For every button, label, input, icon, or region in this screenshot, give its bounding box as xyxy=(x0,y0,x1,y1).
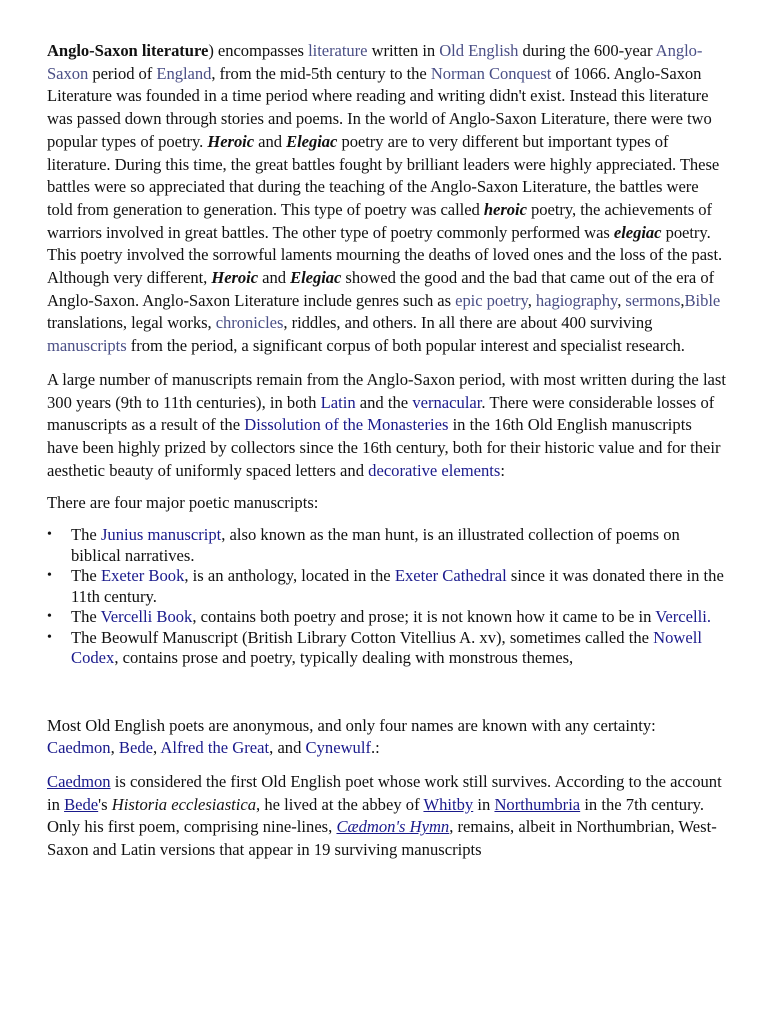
link-cynewulf[interactable]: Cynewulf xyxy=(305,738,371,758)
emph-heroic-lower: heroic xyxy=(483,199,527,219)
link-england[interactable]: England xyxy=(156,63,212,83)
link-exeter-book[interactable]: Exeter Book xyxy=(100,566,185,586)
emph-elegiac: Elegiac xyxy=(286,131,338,151)
link-anglo-saxon[interactable]: Anglo-Saxon xyxy=(47,41,703,83)
link-bible[interactable]: Bible xyxy=(684,290,721,310)
link-alfred-the-great[interactable]: Alfred the Great xyxy=(160,738,270,758)
link-old-english[interactable]: Old English xyxy=(439,41,519,60)
document-page xyxy=(47,40,727,862)
link-epic-poetry[interactable]: epic poetry xyxy=(455,290,528,310)
link-vercelli-book[interactable]: Vercelli Book xyxy=(100,607,193,627)
emph-heroic: Heroic xyxy=(207,131,255,151)
link-exeter-cathedral[interactable]: Exeter Cathedral xyxy=(394,566,507,586)
heading-term: Anglo-Saxon literature xyxy=(47,41,209,60)
link-latin[interactable]: Latin xyxy=(320,392,356,412)
poets-paragraph: Most Old English poets are anonymous, and only four names are known with any certainty: Caedmon, Bede, Alfred the Great, and Cynewulf.: xyxy=(47,715,656,758)
link-sermons[interactable]: sermons xyxy=(625,290,681,310)
link-chronicles[interactable]: chronicles xyxy=(215,313,284,333)
list-item: • The Beowulf Manuscript (British Library Cotton Vitellius A. xv), sometimes called the Nowell Codex, contains prose and poetry, typically dealing with monstrous themes, xyxy=(47,627,703,668)
historia-title: Historia ecclesiastica xyxy=(111,794,257,814)
link-literature[interactable]: literature xyxy=(308,41,368,60)
bullet-icon: • xyxy=(47,568,52,584)
list-item: • The Vercelli Book, contains both poetry and prose; it is not known how it came to be in Vercelli. xyxy=(47,607,711,627)
link-decorative-elements[interactable]: decorative elements xyxy=(368,460,501,480)
manuscript-list xyxy=(47,525,727,669)
list-intro: There are four major poetic manuscripts: xyxy=(47,493,319,513)
link-caedmons-hymn[interactable]: Cædmon's Hymn xyxy=(336,817,450,837)
link-manuscripts[interactable]: manuscripts xyxy=(47,336,127,356)
link-northumbria[interactable]: Northumbria xyxy=(494,794,581,814)
emph-elegiac-2: Elegiac xyxy=(290,268,342,288)
bullet-icon: • xyxy=(47,629,52,645)
link-bede-underlined[interactable]: Bede xyxy=(64,794,99,814)
link-vernacular[interactable]: vernacular xyxy=(412,392,482,412)
link-hagiography[interactable]: hagiography xyxy=(535,290,618,310)
link-norman-conquest[interactable]: Norman Conquest xyxy=(430,63,552,83)
list-item: • The Exeter Book, is an anthology, located in the Exeter Cathedral since it was donated there in the 11th century. xyxy=(47,566,724,606)
bullet-icon: • xyxy=(47,609,52,625)
link-junius-manuscript[interactable]: Junius manuscript xyxy=(100,525,222,545)
link-caedmon-underlined[interactable]: Caedmon xyxy=(47,771,111,791)
link-dissolution-monasteries[interactable]: Dissolution of the Monasteries xyxy=(244,415,449,435)
intro-paragraph: Anglo-Saxon literature) encompasses literature written in Old English during the 600-year Anglo-Saxon period of England, from the mid-5th century to the Norman Conquest of 1066. Anglo-Saxon Literature was founded in a time period where reading and writing didn't exist. Instead this literature was passed down through stories and poems. In the world of Anglo-Saxon Literature, there were two popular types of poetry. Heroic and Elegiac poetry are to very different but important types of literature. During this time, the great battles fought by brilliant leaders were highly appreciated. These battles were so appreciated that during the teaching of the Anglo-Saxon Literature, the battles were told from generation to generation. This type of poetry was called heroic poetry, the achievements of warriors involved in great battles. The other type of poetry commonly performed was elegiac poetry. This poetry involved the sorrowful laments mourning the deaths of loved ones and the loss of the past. Although very different, Heroic and Elegiac showed the good and the bad that came out of the era of Anglo-Saxon. Anglo-Saxon Literature include genres such as epic poetry, hagiography, sermons,Bible translations, legal works, chronicles, riddles, and others. In all there are about 400 surviving manuscripts from the period, a significant corpus of both popular interest and specialist research. xyxy=(47,41,723,356)
link-caedmon[interactable]: Caedmon xyxy=(47,738,111,758)
link-whitby[interactable]: Whitby xyxy=(423,794,474,814)
manuscripts-paragraph: A large number of manuscripts remain from the Anglo-Saxon period, with most written during the last 300 years (9th to 11th centuries), in both Latin and the vernacular. There were considerable losses of manuscripts as a result of the Dissolution of the Monasteries in the 16th Old English manuscripts have been highly prized by collectors since the 16th century, both for their historic value and for their aesthetic beauty of uniformly spaced letters and decorative elements: xyxy=(47,369,726,480)
caedmon-paragraph: Caedmon is considered the first Old English poet whose work still survives. According to the account in Bede's Historia ecclesiastica, he lived at the abbey of Whitby in Northumbria in the 7th century. Only his first poem, comprising nine-lines, Cædmon's Hymn, remains, albeit in Northumbrian, West-Saxon and Latin versions that appear in 19 surviving manuscripts xyxy=(47,771,722,860)
link-bede[interactable]: Bede xyxy=(118,738,154,758)
emph-heroic-2: Heroic xyxy=(211,268,259,288)
link-vercelli[interactable]: Vercelli xyxy=(655,607,707,627)
bullet-icon: • xyxy=(47,527,52,543)
link-nowell-codex[interactable]: Nowell Codex xyxy=(71,627,703,668)
emph-elegiac-lower: elegiac xyxy=(613,222,662,242)
list-item: • The Junius manuscript, also known as the man hunt, is an illustrated collection of poems on biblical narratives. xyxy=(47,525,680,565)
